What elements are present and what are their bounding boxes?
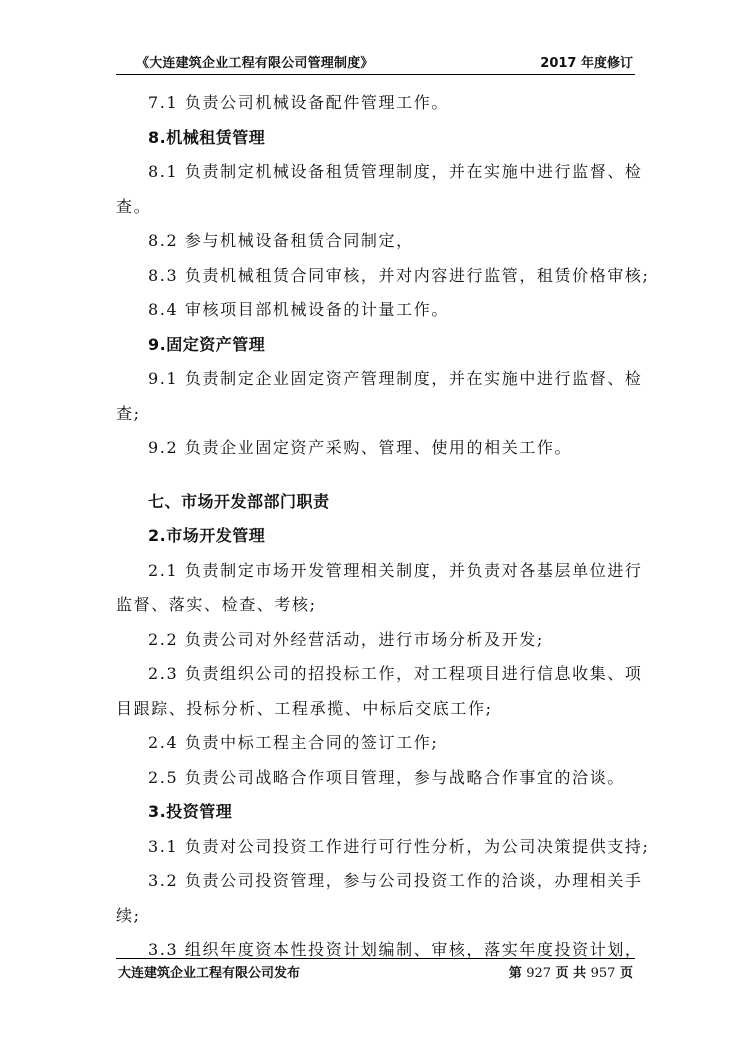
paragraph-9-1: 9.1 负责制定企业固定资产管理制度，并在实施中进行监督、检 — [148, 369, 643, 388]
paragraph-3-3: 3.3 组织年度资本性投资计划编制、审核，落实年度投资计划， — [148, 940, 643, 959]
paragraph-2-1: 2.1 负责制定市场开发管理相关制度，并负责对各基层单位进行 — [148, 560, 643, 580]
paragraph-3-1: 3.1 负责对公司投资工作进行可行性分析，为公司决策提供支持; — [148, 836, 650, 856]
paragraph-2-3: 2.3 负责组织公司的招投标工作，对工程项目进行信息收集、项 — [148, 664, 643, 683]
paragraph-8-1: 8.1 负责制定机械设备租赁管理制度，并在实施中进行监督、检 — [148, 162, 643, 181]
document-body — [116, 86, 650, 968]
page-suffix: 页 — [615, 966, 633, 981]
paragraph-2-3-cont: 目跟踪、投标分析、工程承揽、中标后交底工作; — [116, 698, 493, 718]
total-page-number: 957 — [590, 966, 616, 981]
page-footer — [116, 958, 635, 983]
revision-label: 2017 年度修订 — [540, 56, 633, 71]
paragraph-3-2: 3.2 负责公司投资管理，参与公司投资工作的洽谈，办理相关手 — [148, 871, 643, 890]
heading-2: 2.市场开发管理 — [148, 526, 266, 545]
paragraph-9-1-cont: 查; — [116, 403, 141, 423]
publisher-label: 大连建筑企业工程有限公司发布 — [118, 966, 301, 981]
paragraph-2-4: 2.4 负责中标工程主合同的签订工作; — [148, 733, 439, 752]
paragraph-2-1-cont: 监督、落实、检查、考核; — [116, 595, 317, 614]
current-page-number: 927 — [526, 966, 552, 981]
page-prefix: 第 — [508, 966, 527, 981]
paragraph-8-2: 8.2 参与机械设备租赁合同制定， — [148, 231, 414, 250]
section-heading-7: 七、市场开发部部门职责 — [148, 491, 330, 511]
page-counter — [509, 962, 633, 981]
heading-8: 8.机械租赁管理 — [148, 127, 266, 147]
paragraph-9-2: 9.2 负责企业固定资产采购、管理、使用的相关工作。 — [148, 438, 573, 457]
page-middle: 页 共 — [551, 966, 591, 981]
paragraph-2-5: 2.5 负责公司战略合作项目管理，参与战略合作事宜的洽谈。 — [148, 767, 625, 787]
paragraph-2-2: 2.2 负责公司对外经营活动，进行市场分析及开发; — [148, 629, 544, 649]
paragraph-3-2-cont: 续; — [116, 905, 141, 925]
page-header — [116, 50, 635, 75]
document-title: 《大连建筑企业工程有限公司管理制度》 — [136, 56, 374, 71]
paragraph-8-1-cont: 查。 — [116, 196, 152, 216]
paragraph-7-1: 7.1 负责公司机械设备配件管理工作。 — [148, 93, 449, 112]
heading-9: 9.固定资产管理 — [148, 334, 266, 354]
paragraph-8-3: 8.3 负责机械租赁合同审核，并对内容进行监管，租赁价格审核; — [148, 265, 650, 285]
paragraph-8-4: 8.4 审核项目部机械设备的计量工作。 — [148, 300, 449, 319]
heading-3: 3.投资管理 — [148, 802, 233, 821]
